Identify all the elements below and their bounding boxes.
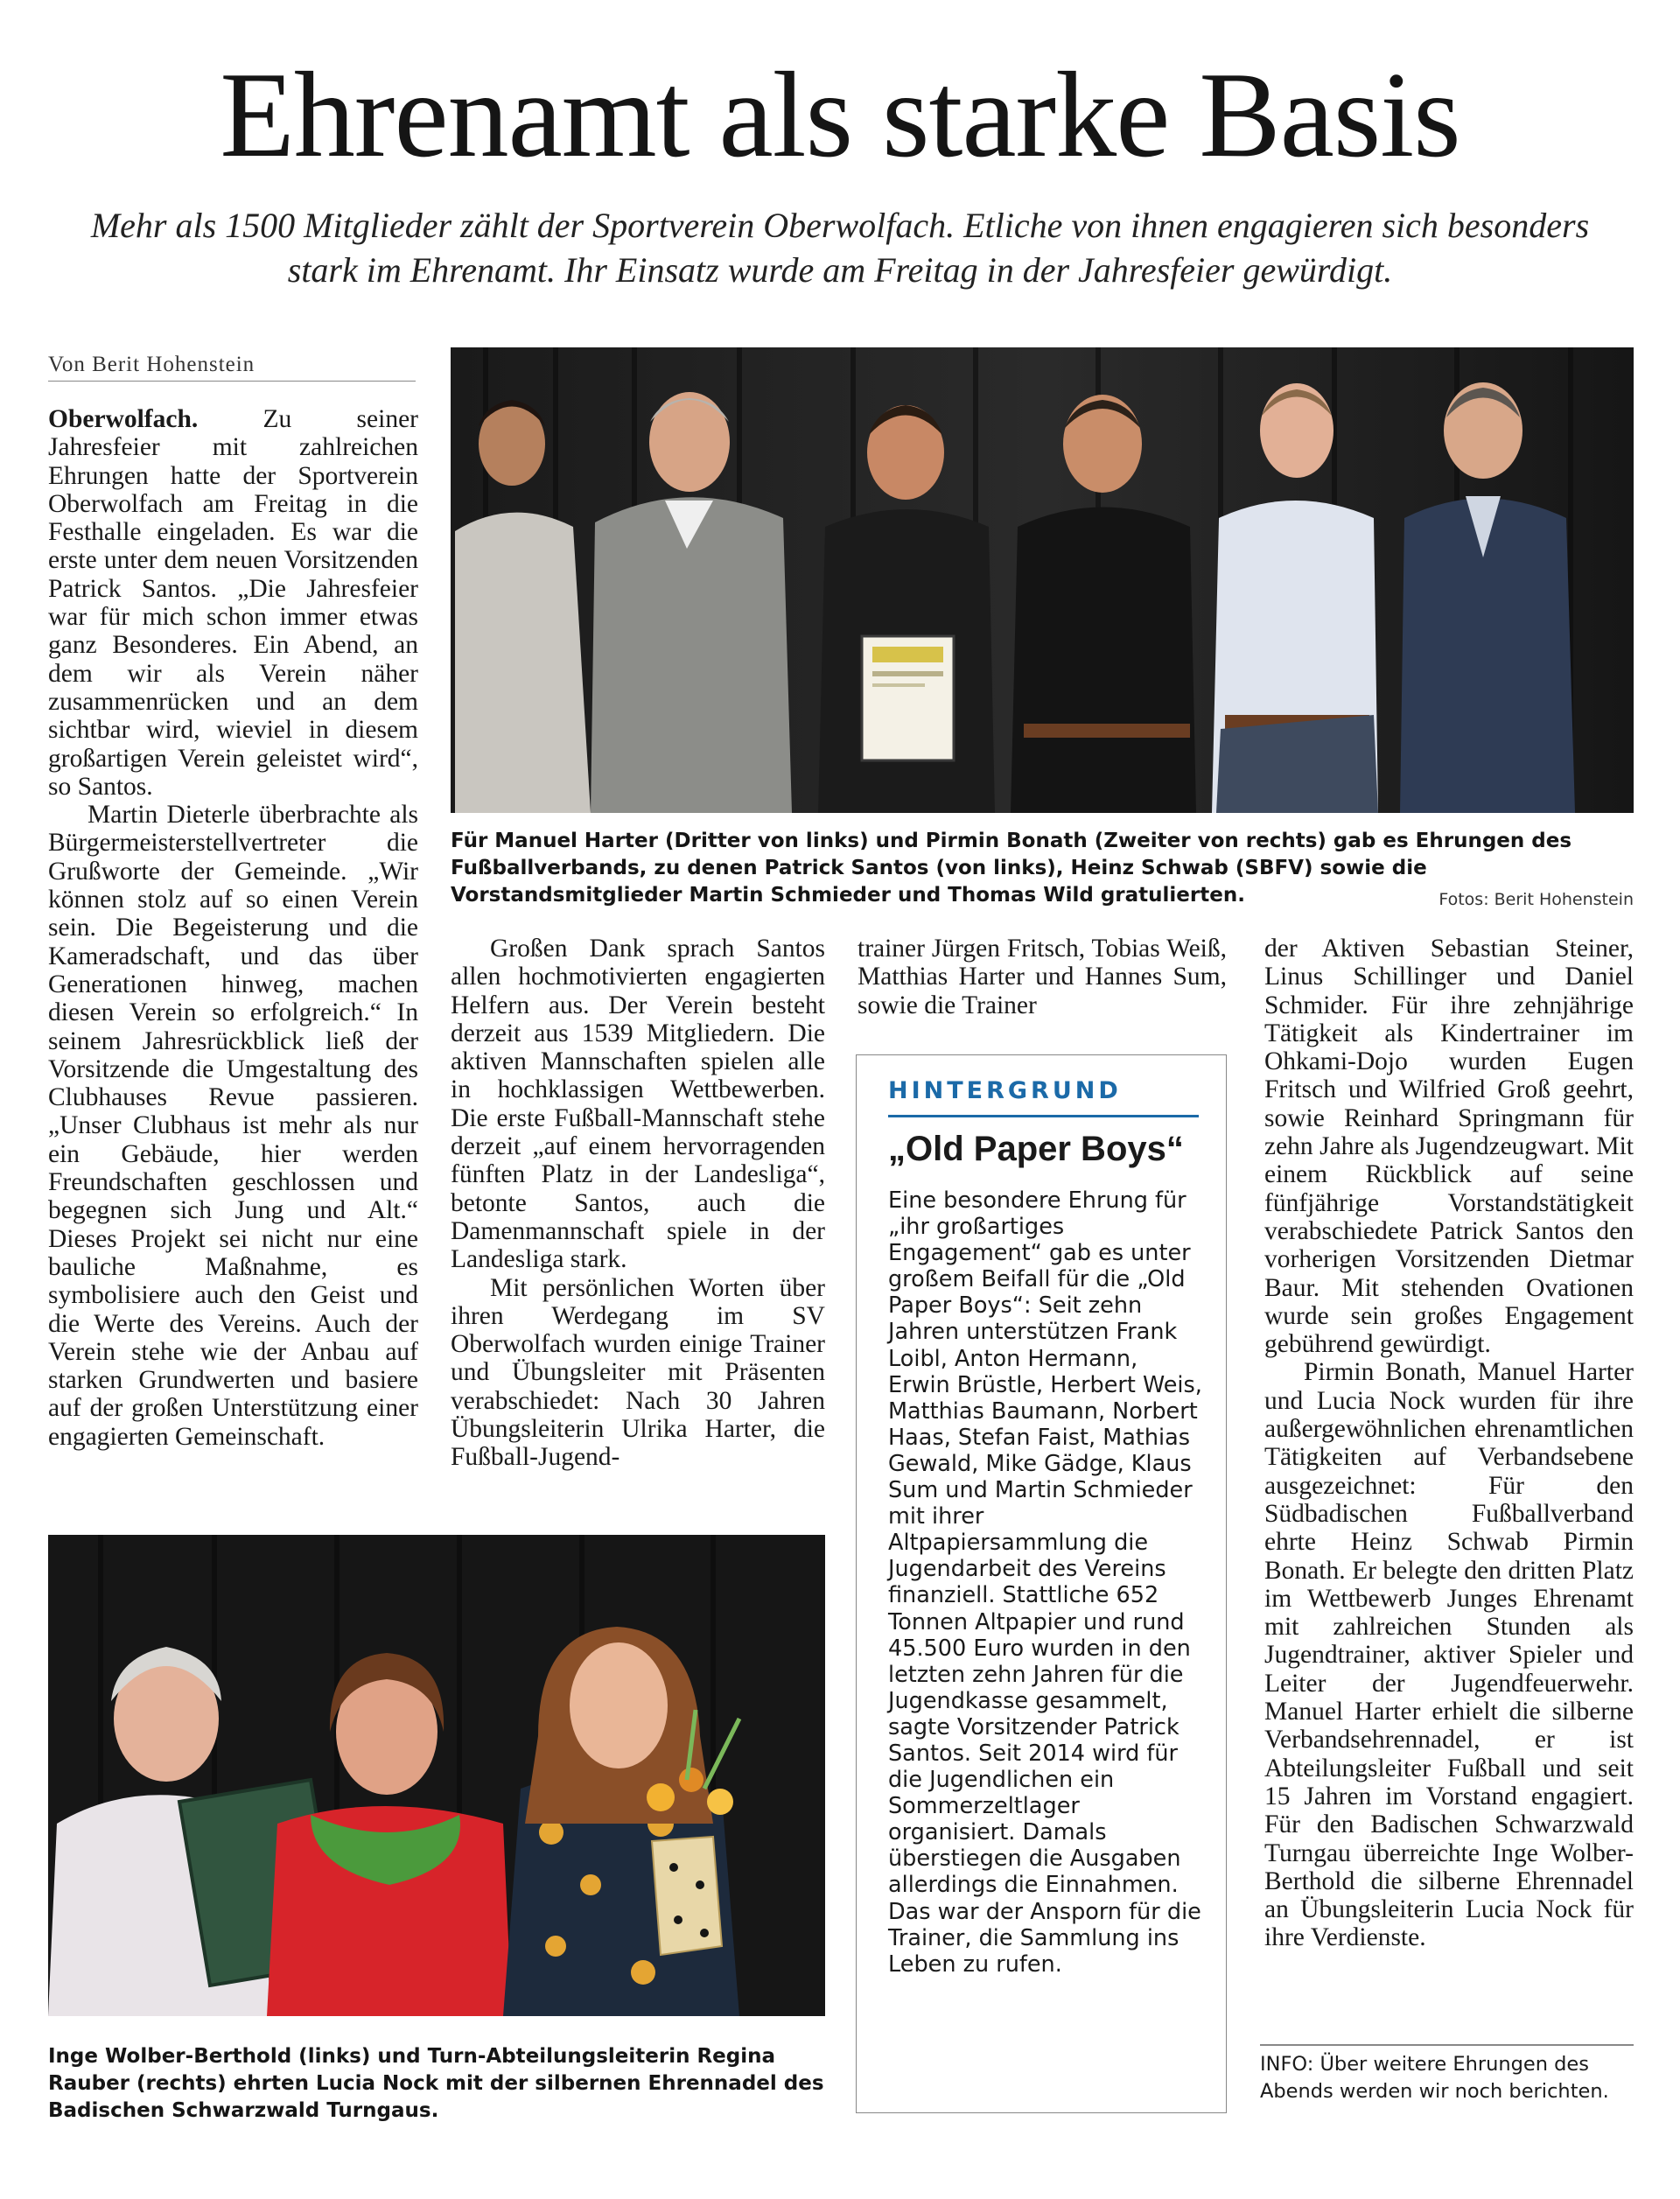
article-column-3 <box>858 935 1227 1019</box>
article-column-2 <box>451 935 825 1472</box>
paragraph-thanks: Großen Dank sprach Santos allen hochmotivierten engagierten Helfern aus. Der Verein besteht derzeit aus 1539 Mitgliedern. Die aktiven Mannschaften spielen alle in hochklassigen Wettbewerben. Die erste Fußball-Mannschaft stehe derzeit „auf einem hervorragenden fünften Platz in der Landesliga“, betonte Santos, auch die Damenmannschaft spiele in der Landesliga stark. <box>451 935 825 1274</box>
article-column-4 <box>1264 935 1634 1952</box>
box-kicker: HINTERGRUND <box>888 1077 1122 1104</box>
group-photo-illustration <box>451 347 1634 813</box>
paragraph-association-honors: Pirmin Bonath, Manuel Harter und Lucia Nock wurden für ihre außergewöhnlichen ehrenamtlichen Tätigkeiten auf Verbandsebene ausgezeichnet: Für den Südbadischen Fußballverband ehrte Heinz Schwab Pirmin Bonath. Er belegte den dritten Platz im Wettbewerb Junges Ehrenamt mit zahlreichen Stunden als Jugendtrainer, aktiver Spieler und Leiter der Jugendfeuerwehr. Manuel Harter erhielt die silberne Verbandsehrennadel, er ist Abteilungsleiter Fußball und seit 15 Jahren im Vorstand engagiert. Für den Badischen Schwarzwald Turngau überreichte Inge Wolber-Berthold die silberne Ehrennadel an Übungsleiterin Lucia Nock für ihre Verdienste. <box>1264 1358 1634 1952</box>
photo-caption-bottom: Inge Wolber-Berthold (links) und Turn-Abteilungsleiterin Regina Rauber (rechts) ehrten Lucia Nock mit der silbernen Ehrennadel des Badischen Schwarzwald Turngaus. <box>48 2045 824 2122</box>
article-column-1 <box>48 405 418 1451</box>
box-text: Eine besondere Ehrung für „ihr großartiges Engagement“ gab es unter großem Beifall für die „Old Paper Boys“: Seit zehn Jahren unterstützen Frank Loibl, Anton Hermann, Erwin Brüstle, Herbert Weis, Matthias Baumann, Norbert Haas, Stefan Faist, Mathias Gewald, Mike Gädge, Klaus Sum und Martin Schmieder mit ihrer Altpapiersammlung die Jugendarbeit des Vereins finanziell. Stattliche 652 Tonnen Altpapier und rund 45.500 Euro wurden in den letzten zehn Jahren für die Jugendkasse gesammelt, sagte Vorsitzender Patrick Santos. Seit 2014 wird für die Jugendlichen ein Sommerzeltlager organisiert. Damals überstiegen die Ausgaben allerdings die Einnahmen. Das war der Ansporn für die Trainer, die Sammlung ins Leben zu rufen. <box>888 1187 1202 1978</box>
box-title: „Old Paper Boys“ <box>888 1130 1184 1168</box>
paragraph-farewells-part1: Mit persönlichen Worten über ihren Werdegang im SV Oberwolfach wurden einige Trainer und Übungsleiter mit Präsenten verabschiedet: Nach 30 Jahren Übungsleiterin Ulrika Harter, die Fußball-Jugend- <box>451 1273 825 1472</box>
subheadline: Mehr als 1500 Mitglieder zählt der Sportverein Oberwolfach. Etliche von ihnen engagieren sich besonders stark im Ehrenamt. Ihr Einsatz wurde am Freitag in der Jahresfeier gewürdigt. <box>90 206 1590 290</box>
dateline: Oberwolfach. <box>48 405 199 433</box>
paragraph-farewells-part2: trainer Jürgen Fritsch, Tobias Weiß, Matthias Harter und Hannes Sum, sowie die Trainer <box>858 935 1227 1019</box>
headline: Ehrenamt als starke Basis <box>220 47 1460 183</box>
paragraph-dieterle: Martin Dieterle überbrachte als Bürgermeisterstellvertreter die Grußworte der Gemeinde. „Wir können stolz auf so einen Verein sein. Die Begeisterung und die Kameradschaft, und das über Generationen hinweg, machen diesen Verein so erfolgreich.“ In seinem Jahresrückblick ließ der Vorsitzende die Umgestaltung des Clubhauses Revue passieren. „Unser Clubhaus ist mehr als nur ein Gebäude, hier werden Freundschaften geschlossen und begegnen sich Jung und Alt.“ Dieses Projekt sei nicht nur eine bauliche Maßnahme, es symbolisiere auch den Geist und die Werte des Vereins. Auch der Verein stehe wie der Anbau auf starken Grundwerten und basiere auf der großen Unterstützung einer engagierten Gemeinschaft. <box>48 801 418 1451</box>
photo-ehrennadel <box>48 1535 825 2016</box>
info-note: INFO: Über weitere Ehrungen des Abends werden wir noch berichten. <box>1260 2053 1609 2103</box>
byline: Von Berit Hohenstein <box>48 353 416 382</box>
box-rule <box>888 1115 1199 1117</box>
paragraph-farewells-part3: der Aktiven Sebastian Steiner, Linus Schillinger und Daniel Schmider. Für ihre zehnjährige Tätigkeit als Kindertrainer im Ohkami-Dojo wurden Eugen Fritsch und Wilfried Groß geehrt, sowie Reinhard Springmann für zehn Jahre als Jugendzeugwart. Mit einem Rückblick auf seine fünfjährige Vorstandstätigkeit verabschiedete Patrick Santos den vorherigen Vorsitzenden Dietmar Baur. Mit stehenden Ovationen wurde sein großes Engagement gebührend gewürdigt. <box>1264 935 1634 1359</box>
paragraph-intro: Zu seiner Jahresfeier mit zahlreichen Ehrungen hatte der Sportverein Oberwolfach am Freitag in die Festhalle eingeladen. Es war die erste unter dem neuen Vorsitzenden Patrick Santos. „Die Jahresfeier war für mich schon immer etwas ganz Besonderes. Ein Abend, an dem wir als Verein näher zusammenrücken und an dem sichtbar wird, wieviel in diesem großartigen Verein geleistet wird“, so Santos. <box>48 405 418 801</box>
photo-caption-top: Für Manuel Harter (Dritter von links) und Pirmin Bonath (Zweiter von rechts) gab es Ehrungen des Fußballverbands, zu denen Patrick Santos (von links), Heinz Schwab (SBFV) sowie die Vorstandsmitglieder Martin Schmieder und Thomas Wild gratulierten. <box>451 830 1572 907</box>
three-women-photo-illustration <box>48 1535 825 2016</box>
photo-honorees-group <box>451 347 1634 813</box>
photo-credit: Fotos: Berit Hohenstein <box>1438 890 1634 909</box>
info-rule <box>1260 2044 1634 2046</box>
